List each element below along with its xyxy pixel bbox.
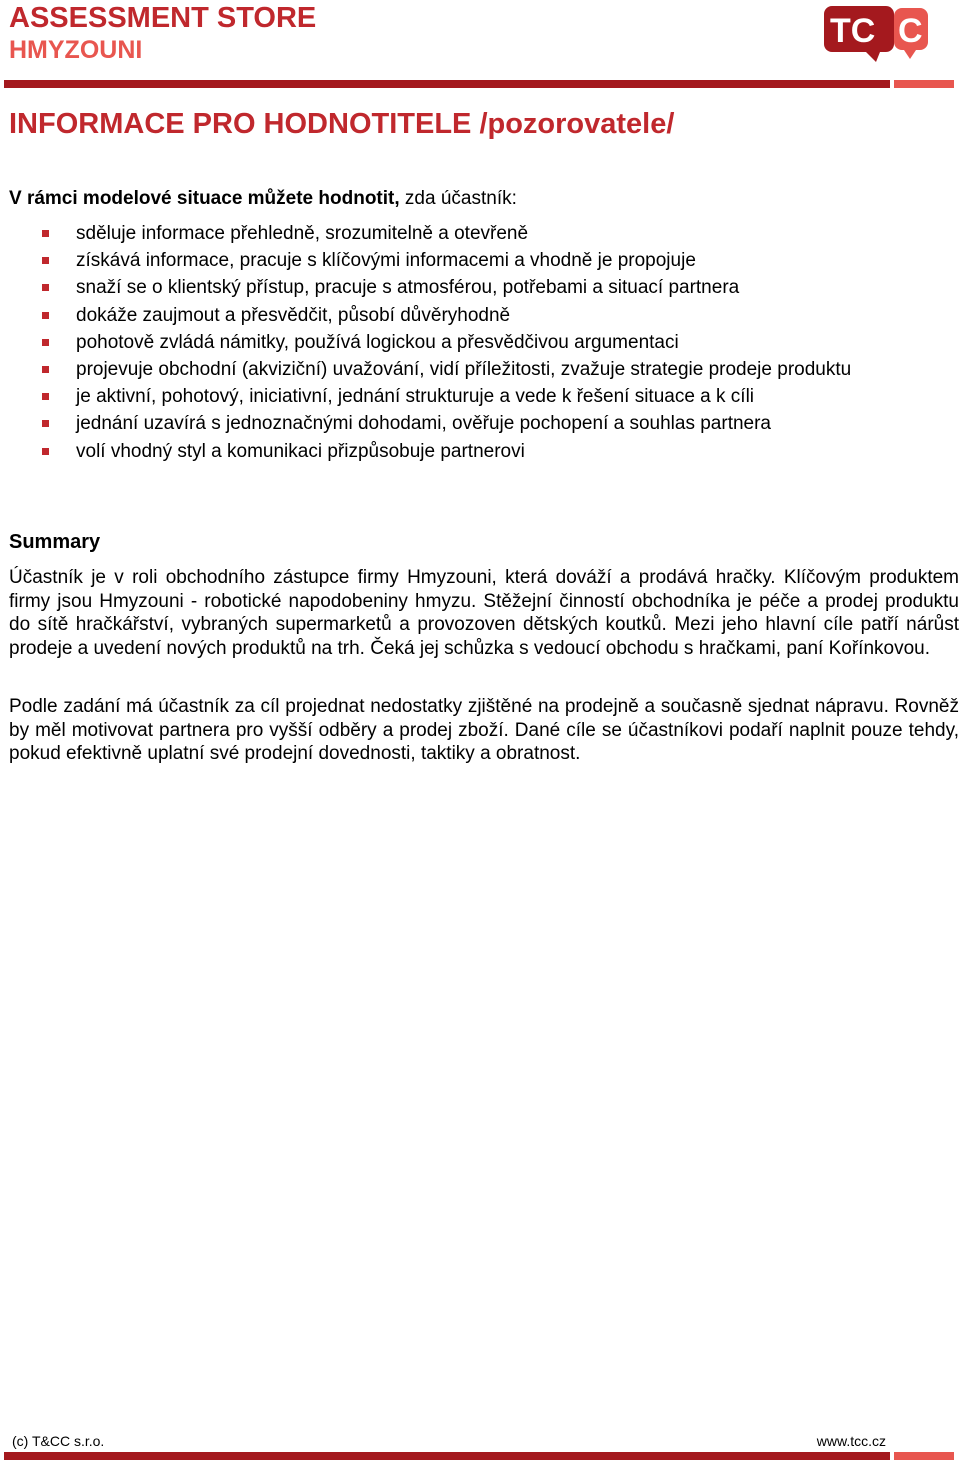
tcc-logo (824, 6, 930, 64)
summary-heading: Summary (9, 531, 101, 553)
bullet-icon (42, 420, 49, 427)
list-item (0, 329, 851, 356)
list-item (0, 410, 851, 437)
footer-copyright: (c) T&CC s.r.o. (12, 1433, 105, 1449)
list-item-text: dokáže zaujmout a přesvědčit, působí důvěryhodně (76, 304, 511, 326)
intro-line (9, 187, 517, 211)
list-item-text: je aktivní, pohotový, iniciativní, jednání strukturuje a vede k řešení situace a k cíli (76, 386, 755, 408)
header-title: ASSESSMENT STORE (9, 2, 317, 34)
list-item (0, 438, 851, 465)
intro-rest: zda účastník: (399, 188, 517, 209)
summary-paragraph-1: Účastník je v roli obchodního zástupce firmy Hmyzouni, která dováží a prodává hračky. Klíčovým produktem firmy jsou Hmyzouni - robotické napodobeniny hmyzu. Stěžejní činností obchodníka je péče a prodej produktu do sítě hračkářství, vybraných supermarketů a provozoven dětských koutků. Mezi jeho hlavní cíle patří nárůst prodeje a uvedení nových produktů na trh. Čeká jej schůzka s vedoucí obchodu s hračkami, paní Kořínkovou. (9, 567, 959, 659)
list-item (0, 302, 851, 329)
logo-text-c: C (898, 12, 923, 50)
bullet-icon (42, 366, 49, 373)
page-title: INFORMACE PRO HODNOTITELE /pozorovatele/ (9, 108, 675, 140)
list-item-text: sděluje informace přehledně, srozumitelně a otevřeně (76, 223, 529, 244)
bullet-icon (42, 339, 49, 346)
bullet-icon (42, 230, 49, 237)
logo-text-tc: TC (830, 12, 876, 50)
bullet-icon (42, 312, 49, 319)
list-item-text: pohotově zvládá námitky, používá logickou a přesvědčivou argumentaci (76, 331, 679, 353)
bullet-icon (42, 448, 49, 455)
header-rule-light (894, 80, 954, 88)
footer-rule-light (894, 1452, 954, 1460)
list-item-text: snaží se o klientský přístup, pracuje s atmosférou, potřebami a situací partnera (76, 277, 740, 299)
bullet-icon (42, 284, 49, 291)
list-item-text: získává informace, pracuje s klíčovými informacemi a vhodně je propojuje (76, 250, 696, 272)
list-item (0, 383, 851, 410)
footer-website: www.tcc.cz (816, 1433, 886, 1449)
bullet-icon (42, 393, 49, 400)
bullet-icon (42, 257, 49, 264)
header-rule-dark (4, 80, 890, 88)
list-item (0, 356, 851, 383)
summary-paragraph-2: Podle zadání má účastník za cíl projednat nedostatky zjištěné na prodejně a současně sjednat nápravu. Rovněž by měl motivovat partnera pro vyšší odběry a prodej zboží. Dané cíle se účastníkovi podaří naplnit pouze tehdy, pokud efektivně uplatní své prodejní dovednosti, taktiky a obratnost. (9, 696, 959, 764)
list-item (0, 274, 851, 301)
list-item (0, 247, 851, 274)
list-item-text: projevuje obchodní (akviziční) uvažování, vidí příležitosti, zvažuje strategie prodeje produktu (76, 358, 852, 380)
list-item-text: jednání uzavírá s jednoznačnými dohodami, ověřuje pochopení a souhlas partnera (76, 413, 772, 435)
list-item (0, 220, 851, 247)
intro-bold: V rámci modelové situace můžete hodnotit, (9, 188, 400, 209)
list-item-text: volí vhodný styl a komunikaci přizpůsobuje partnerovi (76, 440, 525, 462)
footer-rule-dark (4, 1452, 890, 1460)
criteria-list (0, 220, 851, 465)
header-subtitle: HMYZOUNI (9, 36, 143, 64)
